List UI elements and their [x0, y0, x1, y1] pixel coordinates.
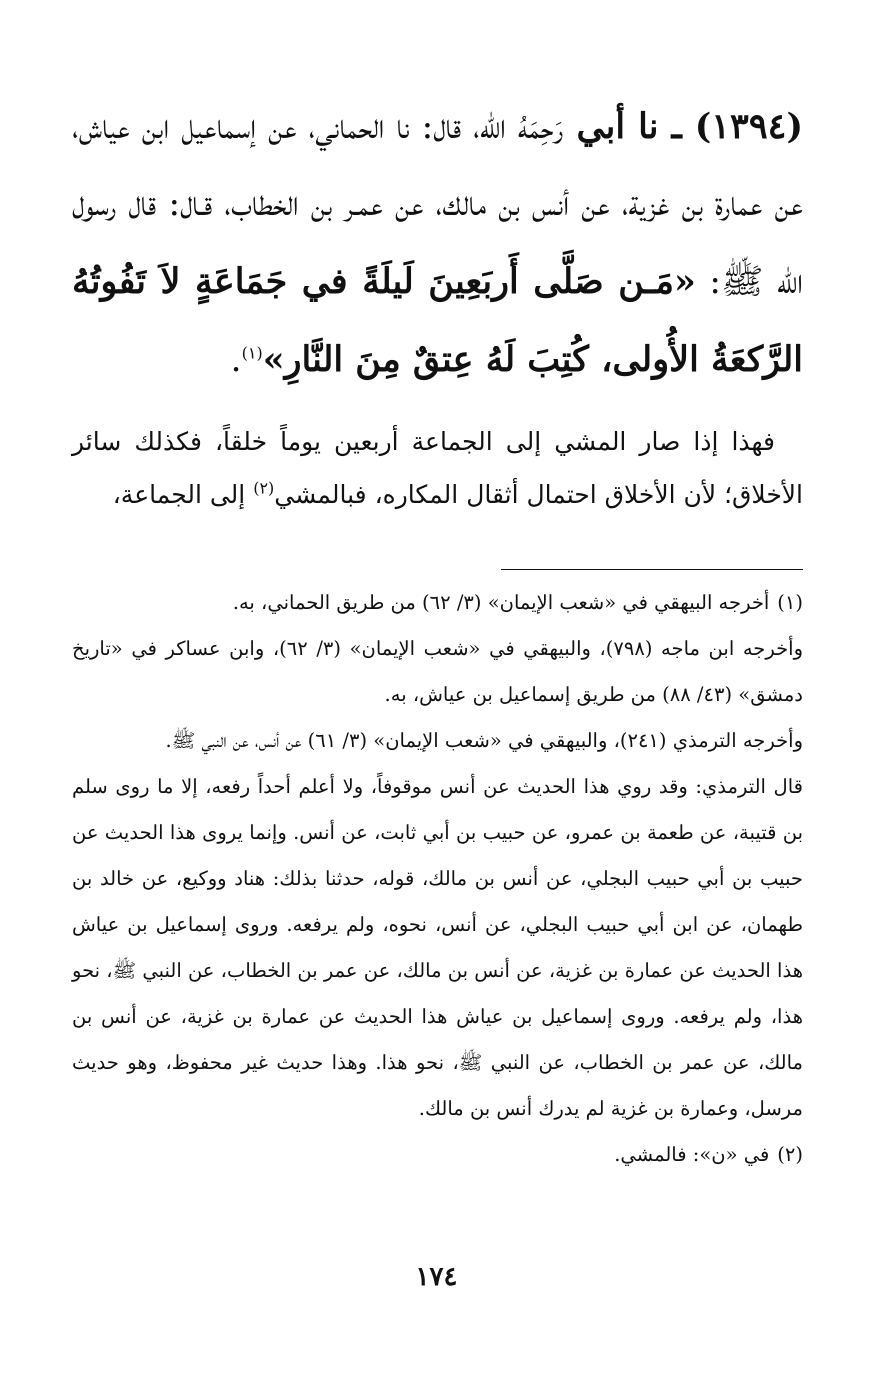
hadith-colon: :	[695, 262, 722, 302]
hadith-text-start: نا أبي	[563, 106, 659, 147]
page-number: ١٧٤	[415, 1262, 458, 1292]
footnote-1-line-1	[72, 580, 803, 626]
footnote-1-line-4: قال الترمذي: وقد روي هذا الحديث عن أنس موقوفاً، ولا أعلم أحداً رفعه، إلا ما روى سلم بن قتيبة، عن طعمة بن عمرو، عن حبيب بن أبي ثابت، عن أنس. وإنما يروى هذا الحديث عن حبيب بن أبي حبيب البجلي، عن أنس بن مالك، قوله، حدثنا بذلك: هناد ووكيع، عن خالد بن طهمان، عن ابن أبي حبيب البجلي، عن أنس، نحوه، ولم يرفعه. وروى إسماعيل بن عياش هذا الحديث عن عمارة بن غزية، عن أنس بن مالك، عن عمر بن الخطاب، عن النبي ﷺ، نحو هذا، ولم يرفعه. وروى إسماعيل بن عياش هذا الحديث عن عمارة بن غزية، عن أنس بن مالك، عن عمر بن الخطاب، عن النبي ﷺ، نحو هذا. وهذا حديث غير محفوظ، وهو حديث مرسل، وعمارة بن غزية لم يدرك أنس بن مالك.	[72, 775, 803, 1120]
footnote-1-line-3: وأخرجه الترمذي (٢٤١)، والبيهقي في «شعب الإيمان» (٣/ ٦١) عن أنس، عن النبي ﷺ.	[165, 729, 803, 752]
footnote-2-mark: (٢)	[777, 1143, 803, 1166]
hadith-quote: «مَـن صَلَّى أَربَعِينَ لَيلَةً في جَمَاعَةٍ لاَ تَفُوتُهُ الرَّكعَةُ الأُولى، كُتِبَ لَهُ عِتقٌ مِنَ النَّارِ»	[72, 261, 803, 380]
footnote-2	[72, 1132, 803, 1178]
commentary-text-1: فهذا إذا صار المشي إلى الجماعة أربعين يوماً خلقاً، فكذلك سائر الأخلاق؛ لأن الأخلاق احتمال أثقال المكاره، فبالمشي	[72, 427, 803, 509]
hadith-dash: ـ	[658, 106, 695, 147]
footnote-1-mark: (١)	[777, 591, 803, 614]
footnote-separator	[501, 569, 803, 570]
hadith-number: (١٣٩٤)	[694, 106, 804, 147]
footnotes	[72, 580, 803, 1178]
hadith-paragraph	[72, 88, 803, 399]
commentary-text-2: إلى الجماعة،	[112, 480, 254, 509]
commentary-paragraph	[72, 415, 803, 521]
footnote-ref-1: (١)	[241, 343, 263, 363]
footnote-1-line-2: وأخرجه ابن ماجه (٧٩٨)، والبيهقي في «شعب الإيمان» (٣/ ٦٢)، وابن عساكر في «تاريخ دمشق» (٤٣/ ٨٨) من طريق إسماعيل بن عياش، به.	[72, 637, 804, 706]
hadith-end: .	[230, 340, 242, 380]
footnote-ref-2: (٢)	[253, 478, 275, 498]
hadith-chain: ، قال: نا الحماني، عن إسماعيل ابن عياش، عن عمارة بن غزية، عن أنس بن مالك، عن عمـر بن الخطاب، قـال: قال رسول الله	[72, 107, 803, 302]
salutation-glyph: ﷺ	[721, 262, 764, 302]
footnote-2-text: في «ن»: فالمشي.	[614, 1143, 770, 1166]
footnote-1-text-1: أخرجه البيهقي في «شعب الإيمان» (٣/ ٦٢) من طريق الحماني، به.	[232, 591, 770, 614]
honorific-glyph: رَحِمَهُ الله	[479, 107, 564, 147]
